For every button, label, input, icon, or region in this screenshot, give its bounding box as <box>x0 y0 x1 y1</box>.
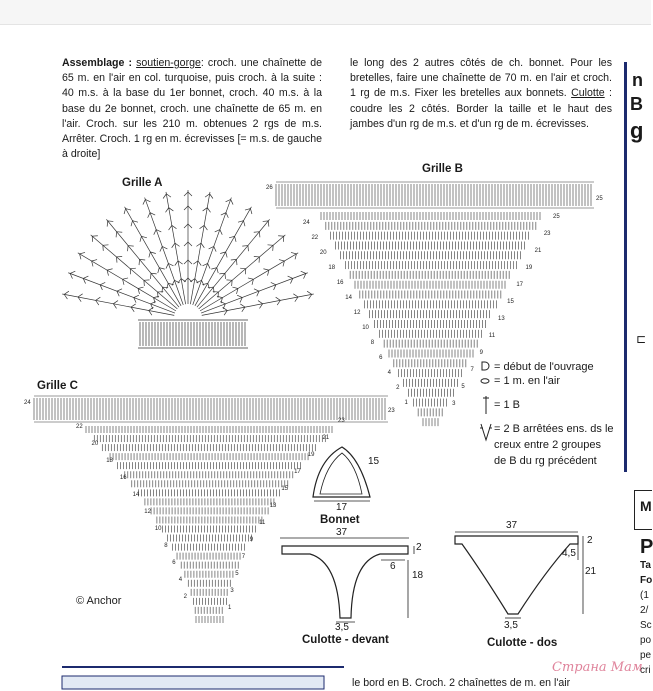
right-strip-char-8: Fo <box>640 575 653 586</box>
grid-a-cluster <box>263 269 268 276</box>
credit: © Anchor <box>76 595 122 607</box>
devant-caption: Culotte - devant <box>302 634 389 646</box>
straps-text: le long des 2 autres côtés de ch. bonnet. Pour les bretelles, faire une chaînette de 70 m. en l'air et croch. 1 rg de m.s. Fixer les bretelles aux bonnets. <box>350 57 612 100</box>
grid-a-cluster <box>229 236 236 241</box>
legend-dc: = 1 B <box>494 399 520 411</box>
devant-dim-top: 37 <box>336 527 348 538</box>
devant-dim-right: 2 <box>416 542 422 553</box>
grid-a-spoke <box>190 192 210 304</box>
grid-c-row-number: 23 <box>338 418 345 424</box>
grid-b-row-number: 23 <box>543 231 551 237</box>
grid-c-row-number: 14 <box>132 492 140 498</box>
grid-c-row-number: 15 <box>281 486 289 492</box>
grid-a-spoke <box>166 192 186 304</box>
grid-b-row-number: 1 <box>404 400 408 406</box>
grid-c-row-number: 20 <box>91 441 99 447</box>
dos-dim-top: 37 <box>506 520 518 531</box>
grid-b-row-number: 26 <box>266 185 273 191</box>
grid-b-row-number: 15 <box>507 299 514 305</box>
grid-b-title: Grille B <box>422 163 463 175</box>
grid-a-cluster <box>211 268 218 273</box>
right-strip-char-4: ⊏ <box>636 332 647 346</box>
grid-b-row-number: 3 <box>452 401 456 407</box>
grid-a-chart <box>62 190 313 348</box>
grid-a-spoke <box>195 207 251 306</box>
devant-dim-inner: 6 <box>390 561 396 572</box>
grid-b-row-number: 4 <box>387 370 391 376</box>
grid-c-row-number: 18 <box>106 458 113 464</box>
grid-c-row-number: 11 <box>259 520 266 526</box>
bonnet-dim-base: 17 <box>336 502 348 513</box>
grid-b-row-number: 21 <box>534 248 542 254</box>
grid-a-cluster <box>123 278 128 285</box>
grid-c-row-number: 2 <box>183 594 187 600</box>
panties-label: Culotte <box>571 87 605 100</box>
grid-b-row-number: 6 <box>379 355 383 361</box>
assembly-body: : croch. une chaînette de 65 m. en l'air en col. turquoise, puis croch. à la suite : 40 m.s. à la base du 1er bonnet, croch. 40 m.s. à la base du 2e bonnet, croch. une chaînette de 65 m. en l'air. Croch. sur les 210 m. obtenues 2 rgs de m.s. Arrêter. Croch. 1 rg en m. écrevisses [= m.s. de gauche à droite] <box>62 57 322 161</box>
right-strip-char-5: M <box>640 498 652 514</box>
grid-c-row-number: 17 <box>294 469 301 475</box>
grid-a-cluster <box>131 221 138 226</box>
grid-b-chart <box>266 182 603 426</box>
right-strip-char-12: po <box>640 635 652 646</box>
legend-cluster-icon <box>480 424 492 440</box>
bonnet-caption: Bonnet <box>320 514 360 526</box>
grid-b-row-number: 25 <box>553 214 560 220</box>
grid-c-row-number: 6 <box>172 560 176 566</box>
legend-start-icon <box>482 362 489 370</box>
right-strip-char-1: n <box>632 70 643 90</box>
right-strip-char-2: B <box>630 94 643 114</box>
grid-b-row-number: 22 <box>311 235 319 241</box>
grid-c-row-number: 24 <box>24 400 31 406</box>
grid-c-row-number: 7 <box>241 554 246 560</box>
bottom-fragment-text: le bord en B. Croch. 2 chaînettes de m. en l'air <box>352 677 571 689</box>
grid-c-row-number: 3 <box>230 588 234 594</box>
grid-c-row-number: 19 <box>307 452 315 458</box>
grid-a-cluster <box>140 236 147 241</box>
grid-a-cluster <box>92 260 97 267</box>
right-strip-char-6: P <box>640 536 653 558</box>
grid-b-row-number: 5 <box>461 384 465 390</box>
dos-dim-right: 2 <box>587 535 593 546</box>
grid-c-row-number: 23 <box>388 408 395 414</box>
panties-text: : coudre les 2 côtés. Border la taille et le haut des jambes d'un rg de m.s. et d'un rg de m. écrevisses. <box>350 87 612 130</box>
grid-a-spoke <box>62 294 174 315</box>
grid-c-title: Grille C <box>37 380 78 392</box>
grid-a-cluster <box>279 260 284 267</box>
grid-b-row-number: 10 <box>362 325 369 331</box>
grid-c-row-number: 22 <box>76 424 83 430</box>
grid-c-row-number: 13 <box>269 503 277 509</box>
right-strip-char-10: 2/ <box>640 605 649 616</box>
grid-a-cluster <box>245 209 252 214</box>
grid-c-row-number: 5 <box>235 571 239 577</box>
grid-c-row-number: 21 <box>322 435 330 441</box>
bonnet-dim-side: 15 <box>368 456 380 467</box>
grid-b-row-number: 11 <box>488 333 496 339</box>
bonnet-schematic <box>313 447 370 501</box>
dos-caption: Culotte - dos <box>487 637 558 649</box>
right-strip-char-7: Ta <box>640 560 651 571</box>
grid-b-row-number: 24 <box>303 220 310 226</box>
right-strip-char-11: Sc <box>640 620 652 631</box>
grid-c-row-number: 10 <box>154 526 162 532</box>
grid-b-row-number: 17 <box>516 282 524 288</box>
grid-b-row-number: 2 <box>396 385 400 391</box>
grid-a-cluster <box>238 221 245 226</box>
grid-a-cluster <box>158 268 165 273</box>
grid-c-row-number: 8 <box>164 543 168 549</box>
grid-b-row-number: 18 <box>328 265 336 271</box>
grid-a-title: Grille A <box>122 177 163 189</box>
right-strip-char-9: (1 <box>640 590 649 601</box>
grid-b-row-number: 20 <box>319 250 327 256</box>
bottom-box <box>62 676 324 689</box>
grid-b-row-number: 14 <box>345 295 352 301</box>
right-strip-char-3: g <box>630 118 644 143</box>
grid-b-row-number: 7 <box>470 367 474 373</box>
grid-c-row-number: 4 <box>178 577 183 583</box>
dos-dim-height: 21 <box>585 566 597 577</box>
grid-a-spoke <box>125 207 181 306</box>
grid-a-cluster <box>80 252 85 259</box>
devant-dim-height: 18 <box>412 570 424 581</box>
grid-c-row-number: 1 <box>228 605 232 611</box>
right-strip-char-13: pe <box>640 650 652 661</box>
grid-b-row-number: 16 <box>336 280 344 286</box>
culotte-dos-schematic <box>455 532 583 618</box>
grid-b-row-number: 19 <box>525 265 533 271</box>
grid-b-row-number: 13 <box>498 316 505 322</box>
legend-cluster: = 2 B arrêtées ens. ds le creux entre 2 groupes de B du rg précédent <box>494 423 614 467</box>
legend-start: = début de l'ouvrage <box>494 361 594 373</box>
culotte-devant-schematic <box>280 538 414 622</box>
grid-a-cluster <box>149 252 156 257</box>
assembly-lead: Assemblage : <box>62 57 133 69</box>
grid-b-row-number: 9 <box>479 350 484 356</box>
grid-a-cluster <box>138 287 143 294</box>
grid-a-cluster <box>248 278 253 285</box>
grid-a-cluster <box>107 269 112 276</box>
devant-dim-bottom: 3,5 <box>335 622 349 633</box>
dos-dim-bottom: 3,5 <box>504 620 518 631</box>
dos-dim-inner: 4,5 <box>562 548 576 559</box>
grid-b-row-number: 8 <box>370 340 375 346</box>
grid-c-row-number: 12 <box>144 509 151 515</box>
grid-a-spoke <box>202 294 314 315</box>
grid-a-cluster <box>220 252 227 257</box>
grid-c-row-number: 9 <box>249 537 254 543</box>
grid-a-cluster <box>232 287 237 294</box>
watermark: Страна Мам <box>552 660 643 675</box>
grid-b-row-number: 25 <box>596 196 603 202</box>
legend-symbols <box>480 362 492 440</box>
grid-b-row-number: 12 <box>353 310 361 316</box>
legend-chain: = 1 m. en l'air <box>494 375 560 387</box>
bra-label: soutien-gorge <box>136 57 201 69</box>
grid-a-cluster <box>124 209 131 214</box>
right-strip-char-14: cri <box>640 665 651 676</box>
grid-a-cluster <box>291 252 296 259</box>
grid-c-row-number: 16 <box>119 475 127 481</box>
legend-chain-icon <box>481 379 489 383</box>
